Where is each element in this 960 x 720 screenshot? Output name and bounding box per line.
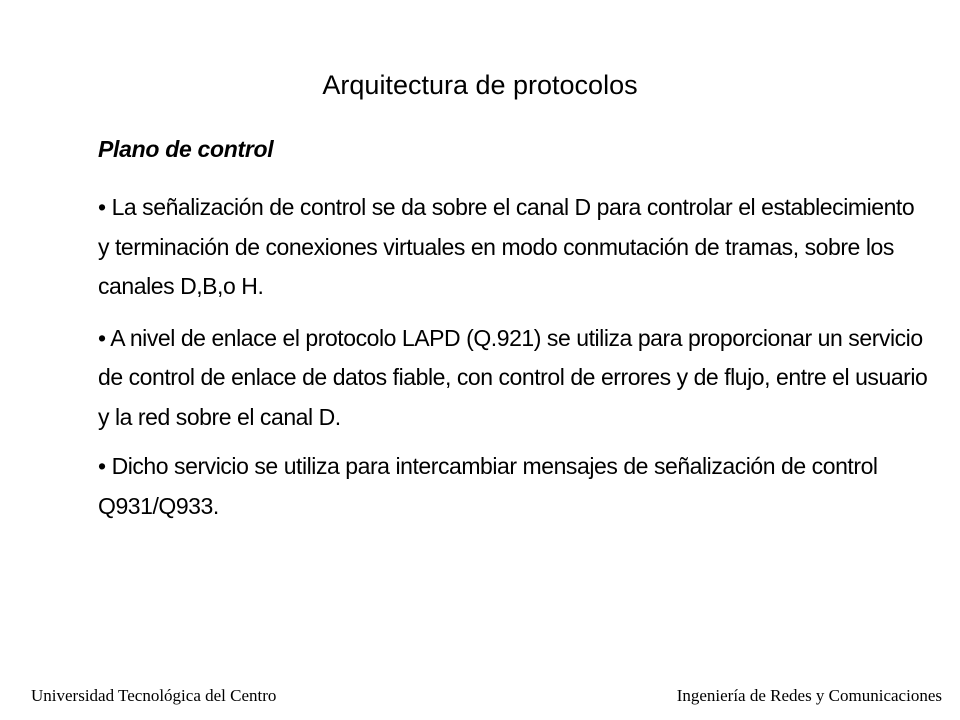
slide-title: Arquitectura de protocolos	[322, 70, 638, 100]
footer-course: Ingeniería de Redes y Comunicaciones	[676, 686, 942, 705]
bullet-item	[98, 319, 928, 438]
bullet-marker: •	[98, 324, 106, 351]
bullet-item	[98, 447, 928, 526]
bullet-text: Dicho servicio se utiliza para intercambiar mensajes de señalización de control Q931/Q933.	[98, 453, 878, 519]
bullet-marker: •	[98, 453, 106, 479]
section-heading: Plano de control	[98, 136, 274, 162]
bullet-text: A nivel de enlace el protocolo LAPD (Q.921) se utiliza para proporcionar un servicio de control de enlace de datos fiable, con control de errores y de flujo, entre el usuario y la red sobre el canal D.	[98, 324, 928, 430]
bullet-text: La señalización de control se da sobre el canal D para controlar el establecimiento y terminación de conexiones virtuales en modo conmutación de tramas, sobre los canales D,B,o H.	[98, 194, 915, 299]
footer-university: Universidad Tecnológica del Centro	[31, 686, 277, 705]
bullet-item	[98, 188, 928, 307]
bullet-list	[98, 188, 928, 536]
bullet-marker: •	[98, 194, 106, 220]
